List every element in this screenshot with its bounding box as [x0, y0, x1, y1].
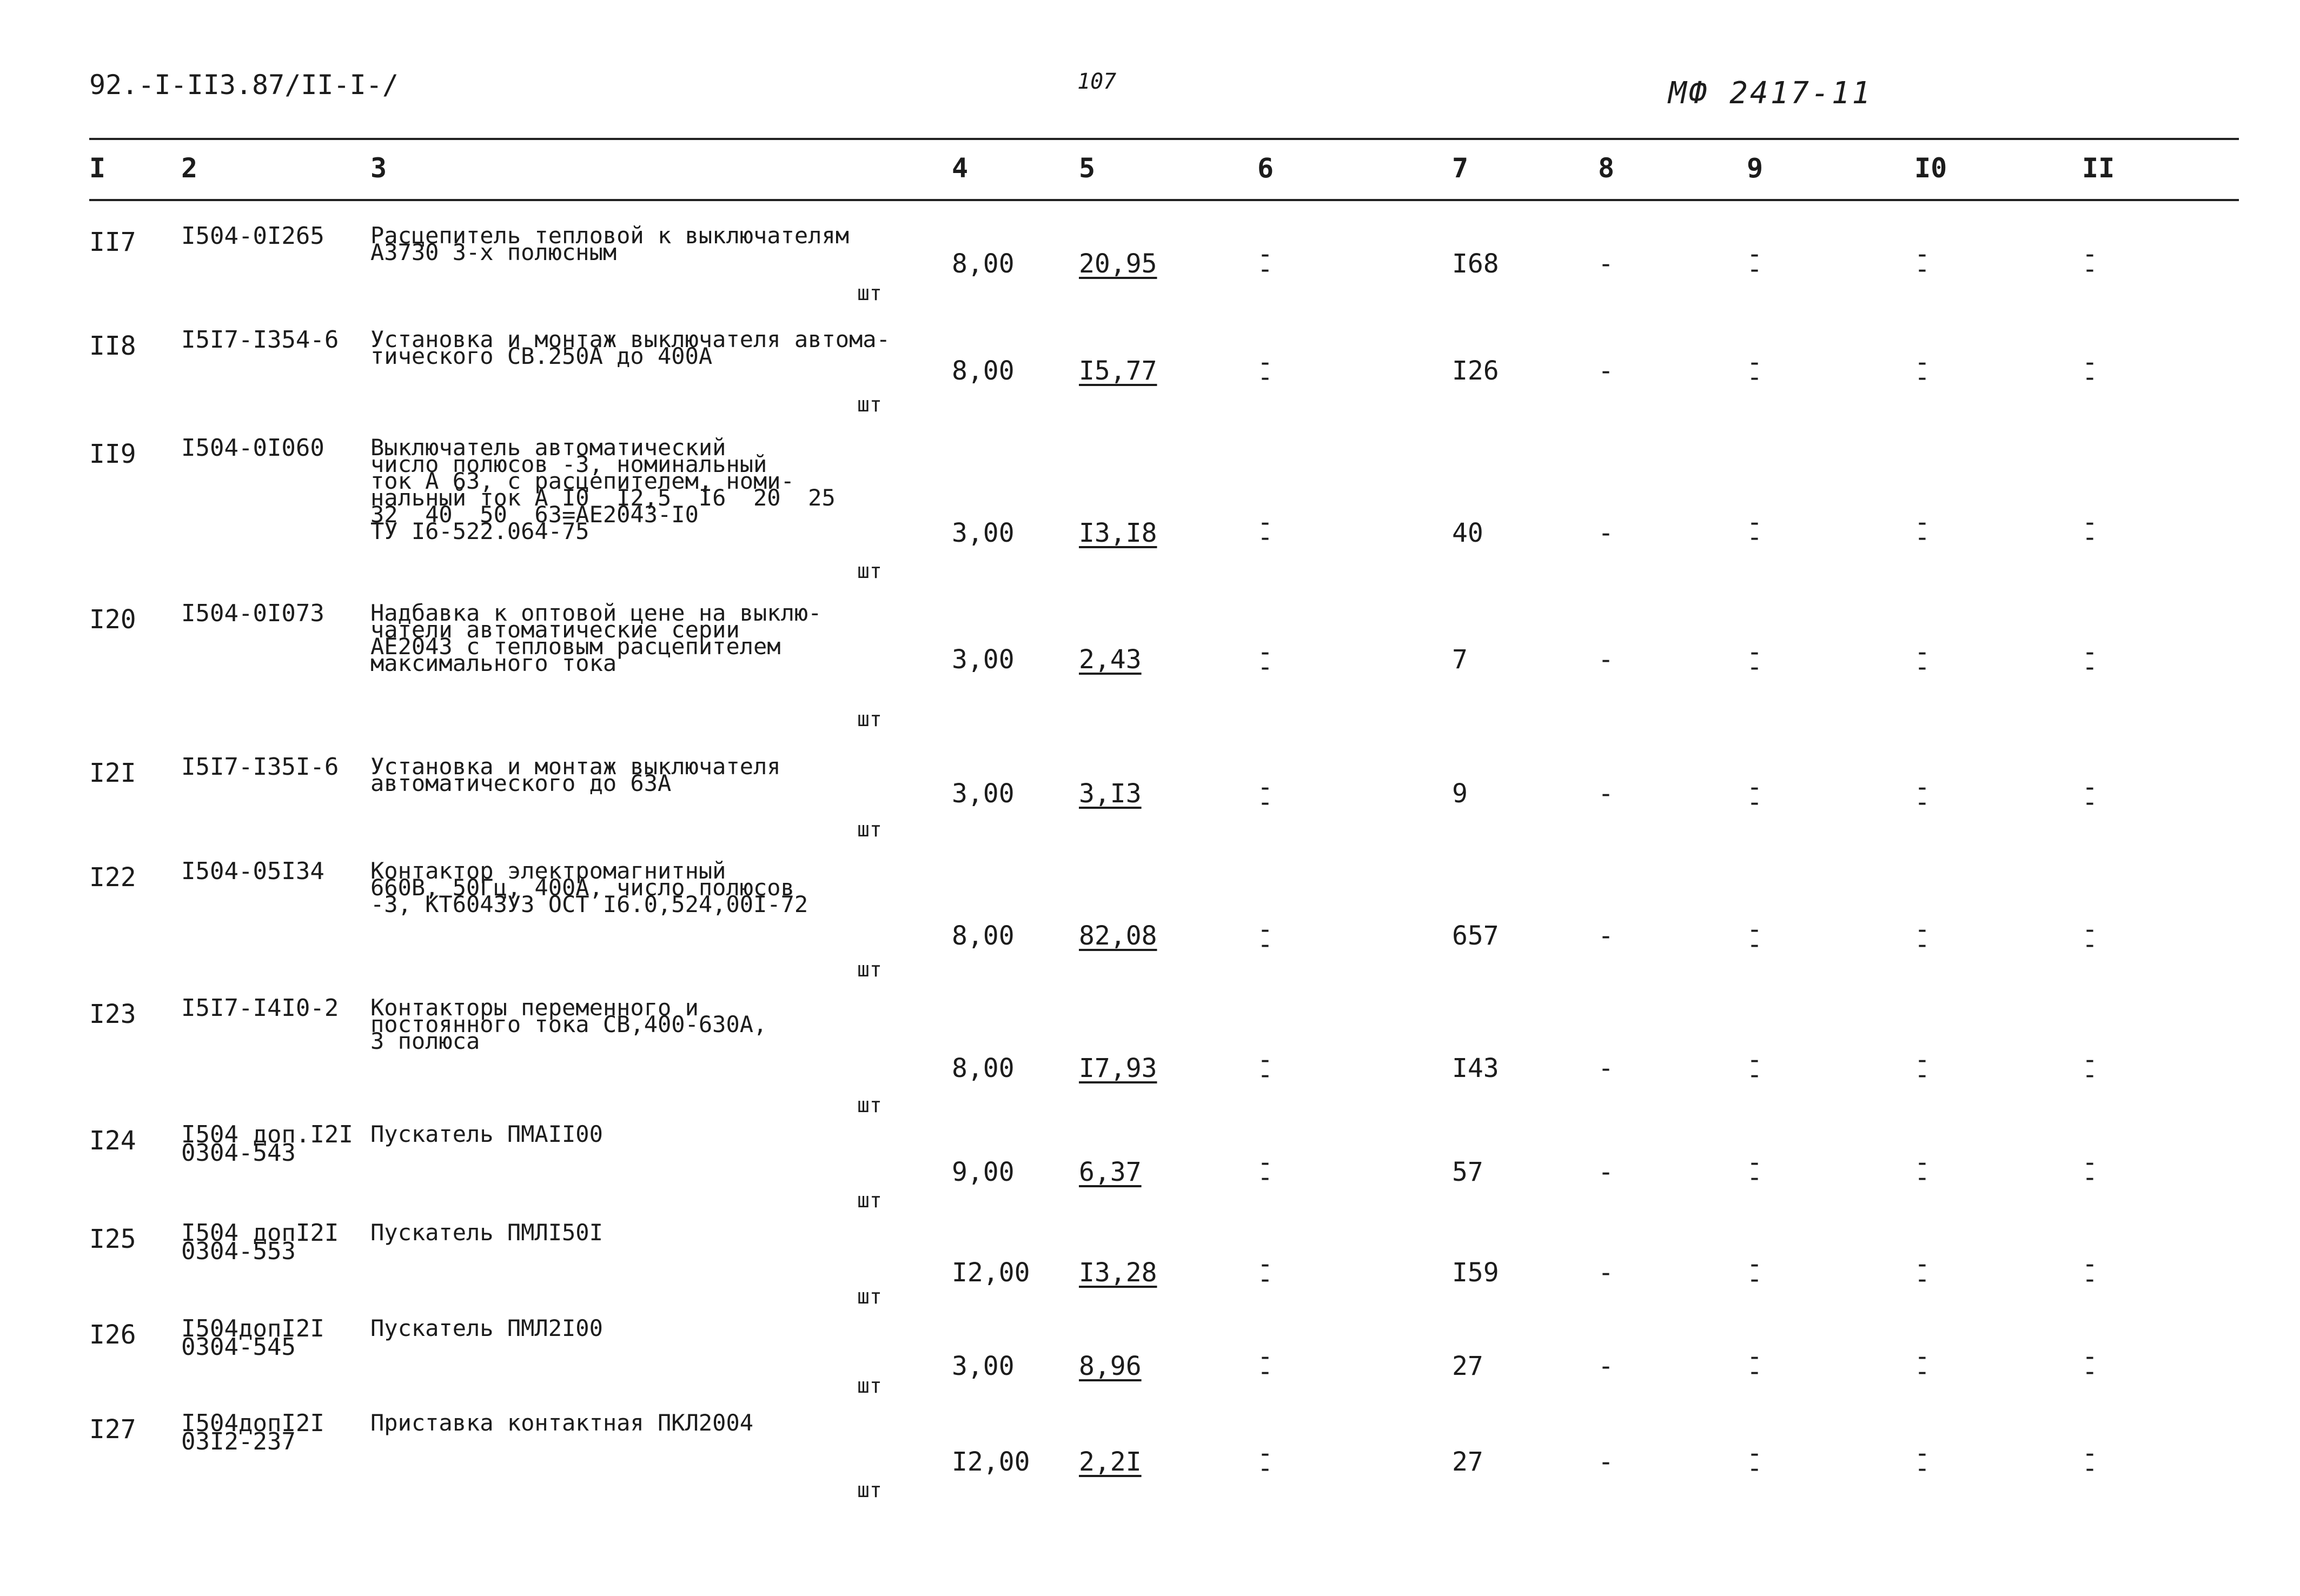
col10-value: - -	[1914, 239, 1930, 284]
header-top-rule	[89, 138, 2239, 140]
col6-value: - -	[1257, 1045, 1273, 1090]
col11-value: - -	[2082, 1438, 2098, 1484]
col6-value: - -	[1257, 1438, 1273, 1484]
unit-label: шт	[857, 559, 882, 583]
rate-code: I504-0I073	[181, 600, 324, 627]
rate-code: I504допI2I 03I2-237	[181, 1409, 324, 1455]
col10-value: - -	[1914, 507, 1930, 553]
col9-value: - -	[1747, 637, 1762, 682]
col8-value: -	[1598, 1447, 1614, 1477]
col9-value: - -	[1747, 239, 1762, 284]
row-number: I23	[89, 999, 136, 1029]
quantity: 8,00	[952, 356, 1015, 386]
col10-value: - -	[1914, 914, 1930, 960]
item-description: Пускатель ПМЛ2I00	[370, 1315, 603, 1341]
item-description: Надбавка к оптовой цене на выклю- чатели автоматические серии АЕ2043 с тепловым расцепителем максимального тока	[370, 600, 822, 676]
rate-code: I5I7-I4I0-2	[181, 994, 339, 1022]
unit-price: I5,77	[1079, 356, 1157, 386]
unit-price: I3,I8	[1079, 518, 1157, 548]
column-header-7: 7	[1452, 152, 1469, 184]
unit-price: 2,43	[1079, 644, 1142, 675]
total-cost: 9	[1452, 779, 1468, 809]
total-cost: 27	[1452, 1447, 1483, 1477]
quantity: I2,00	[952, 1258, 1030, 1288]
col9-value: - -	[1747, 1045, 1762, 1090]
total-cost: 7	[1452, 644, 1468, 675]
rate-code: I504-0I060	[181, 434, 324, 462]
quantity: I2,00	[952, 1447, 1030, 1477]
quantity: 3,00	[952, 1351, 1015, 1381]
col9-value: - -	[1747, 507, 1762, 553]
col10-value: - -	[1914, 1147, 1930, 1193]
column-header-4: 4	[952, 152, 969, 184]
col6-value: - -	[1257, 1249, 1273, 1294]
col11-value: - -	[2082, 1341, 2098, 1387]
col6-value: - -	[1257, 637, 1273, 682]
column-header-6: 6	[1257, 152, 1274, 184]
col8-value: -	[1598, 249, 1614, 279]
col11-value: - -	[2082, 914, 2098, 960]
col6-value: - -	[1257, 347, 1273, 393]
item-description: Установка и монтаж выключателя автома- тического СВ.250А до 400А	[370, 326, 890, 369]
unit-label: шт	[857, 1188, 882, 1212]
unit-label: шт	[857, 1478, 882, 1502]
unit-price: 2,2I	[1079, 1447, 1142, 1477]
unit-price: 6,37	[1079, 1157, 1142, 1187]
col11-value: - -	[2082, 507, 2098, 553]
row-number: I25	[89, 1224, 136, 1254]
rate-code: I504 допI2I 0304-553	[181, 1219, 339, 1265]
column-header-5: 5	[1079, 152, 1096, 184]
col11-value: - -	[2082, 347, 2098, 393]
col6-value: - -	[1257, 1147, 1273, 1193]
col10-value: - -	[1914, 772, 1930, 817]
col9-value: - -	[1747, 1438, 1762, 1484]
unit-label: шт	[857, 957, 882, 981]
col11-value: - -	[2082, 239, 2098, 284]
total-cost: 657	[1452, 921, 1499, 951]
col10-value: - -	[1914, 1045, 1930, 1090]
unit-price: 8,96	[1079, 1351, 1142, 1381]
page-number: 107	[1077, 69, 1117, 94]
col8-value: -	[1598, 1157, 1614, 1187]
unit-label: шт	[857, 707, 882, 731]
rate-code: I504 доп.I2I 0304-543	[181, 1121, 353, 1167]
col10-value: - -	[1914, 637, 1930, 682]
col11-value: - -	[2082, 1147, 2098, 1193]
col9-value: - -	[1747, 914, 1762, 960]
col6-value: - -	[1257, 239, 1273, 284]
col8-value: -	[1598, 356, 1614, 386]
col10-value: - -	[1914, 1249, 1930, 1294]
item-description: Выключатель автоматический число полюсов -3, номинальный ток А 63, с расцепителем, номи- нальный ток А I0 I2,5 I6 20 25 32 40 50 63=АЕ2043-I0 ТУ I6-522.064-75	[370, 434, 836, 544]
col11-value: - -	[2082, 1045, 2098, 1090]
col9-value: - -	[1747, 347, 1762, 393]
rate-code: I5I7-I354-6	[181, 326, 339, 354]
quantity: 3,00	[952, 518, 1015, 548]
quantity: 3,00	[952, 779, 1015, 809]
item-description: Приставка контактная ПКЛ2004	[370, 1409, 754, 1436]
item-description: Пускатель ПМЛI50I	[370, 1219, 603, 1246]
row-number: I2I	[89, 758, 136, 788]
col9-value: - -	[1747, 1249, 1762, 1294]
document-code: 92.-I-II3.87/II-I-/	[89, 69, 399, 101]
unit-label: шт	[857, 1285, 882, 1308]
item-description: Контактор электромагнитный 660В, 50Гц, 400А, число полюсов -3, КТ6043УЗ ОСТ I6.0,524,00I-72	[370, 857, 808, 917]
unit-price: 20,95	[1079, 249, 1157, 279]
col6-value: - -	[1257, 1341, 1273, 1387]
col8-value: -	[1598, 1053, 1614, 1083]
header-bottom-rule	[89, 199, 2239, 201]
col6-value: - -	[1257, 914, 1273, 960]
quantity: 9,00	[952, 1157, 1015, 1187]
col9-value: - -	[1747, 1341, 1762, 1387]
col8-value: -	[1598, 1351, 1614, 1381]
column-header-10: I0	[1914, 152, 1947, 184]
item-description: Расцепитель тепловой к выключателям А3730 3-х полюсным	[370, 222, 850, 265]
total-cost: 27	[1452, 1351, 1483, 1381]
total-cost: 57	[1452, 1157, 1483, 1187]
row-number: II7	[89, 227, 136, 257]
col6-value: - -	[1257, 772, 1273, 817]
col8-value: -	[1598, 518, 1614, 548]
rate-code: I5I7-I35I-6	[181, 753, 339, 781]
unit-price: I3,28	[1079, 1258, 1157, 1288]
unit-label: шт	[857, 817, 882, 841]
column-header-1: I	[89, 152, 106, 184]
col8-value: -	[1598, 921, 1614, 951]
col6-value: - -	[1257, 507, 1273, 553]
col10-value: - -	[1914, 347, 1930, 393]
item-description: Пускатель ПМАII00	[370, 1121, 603, 1147]
column-header-2: 2	[181, 152, 198, 184]
col11-value: - -	[2082, 772, 2098, 817]
quantity: 8,00	[952, 921, 1015, 951]
row-number: II9	[89, 439, 136, 469]
col9-value: - -	[1747, 772, 1762, 817]
total-cost: I26	[1452, 356, 1499, 386]
quantity: 8,00	[952, 1053, 1015, 1083]
archive-number: МФ 2417-11	[1668, 76, 1873, 111]
rate-code: I504допI2I 0304-545	[181, 1315, 324, 1361]
col8-value: -	[1598, 1258, 1614, 1288]
unit-label: шт	[857, 1374, 882, 1398]
total-cost: I59	[1452, 1258, 1499, 1288]
row-number: I26	[89, 1320, 136, 1350]
unit-label: шт	[857, 393, 882, 416]
rate-code: I504-05I34	[181, 857, 324, 885]
quantity: 3,00	[952, 644, 1015, 675]
unit-price: 3,I3	[1079, 779, 1142, 809]
col11-value: - -	[2082, 1249, 2098, 1294]
unit-price: I7,93	[1079, 1053, 1157, 1083]
column-header-9: 9	[1747, 152, 1764, 184]
row-number: I27	[89, 1414, 136, 1445]
rate-code: I504-0I265	[181, 222, 324, 250]
row-number: II8	[89, 331, 136, 361]
col10-value: - -	[1914, 1341, 1930, 1387]
row-number: I24	[89, 1126, 136, 1156]
unit-price: 82,08	[1079, 921, 1157, 951]
col11-value: - -	[2082, 637, 2098, 682]
total-cost: 40	[1452, 518, 1483, 548]
col9-value: - -	[1747, 1147, 1762, 1193]
col8-value: -	[1598, 644, 1614, 675]
unit-label: шт	[857, 281, 882, 305]
unit-label: шт	[857, 1093, 882, 1117]
total-cost: I68	[1452, 249, 1499, 279]
column-header-11: II	[2082, 152, 2115, 184]
item-description: Контакторы переменного и постоянного тока СВ,400-630А, 3 полюса	[370, 994, 767, 1054]
row-number: I20	[89, 604, 136, 635]
total-cost: I43	[1452, 1053, 1499, 1083]
column-header-3: 3	[370, 152, 387, 184]
col8-value: -	[1598, 779, 1614, 809]
item-description: Установка и монтаж выключателя автоматического до 63А	[370, 753, 781, 796]
quantity: 8,00	[952, 249, 1015, 279]
row-number: I22	[89, 862, 136, 893]
col10-value: - -	[1914, 1438, 1930, 1484]
column-header-8: 8	[1598, 152, 1615, 184]
